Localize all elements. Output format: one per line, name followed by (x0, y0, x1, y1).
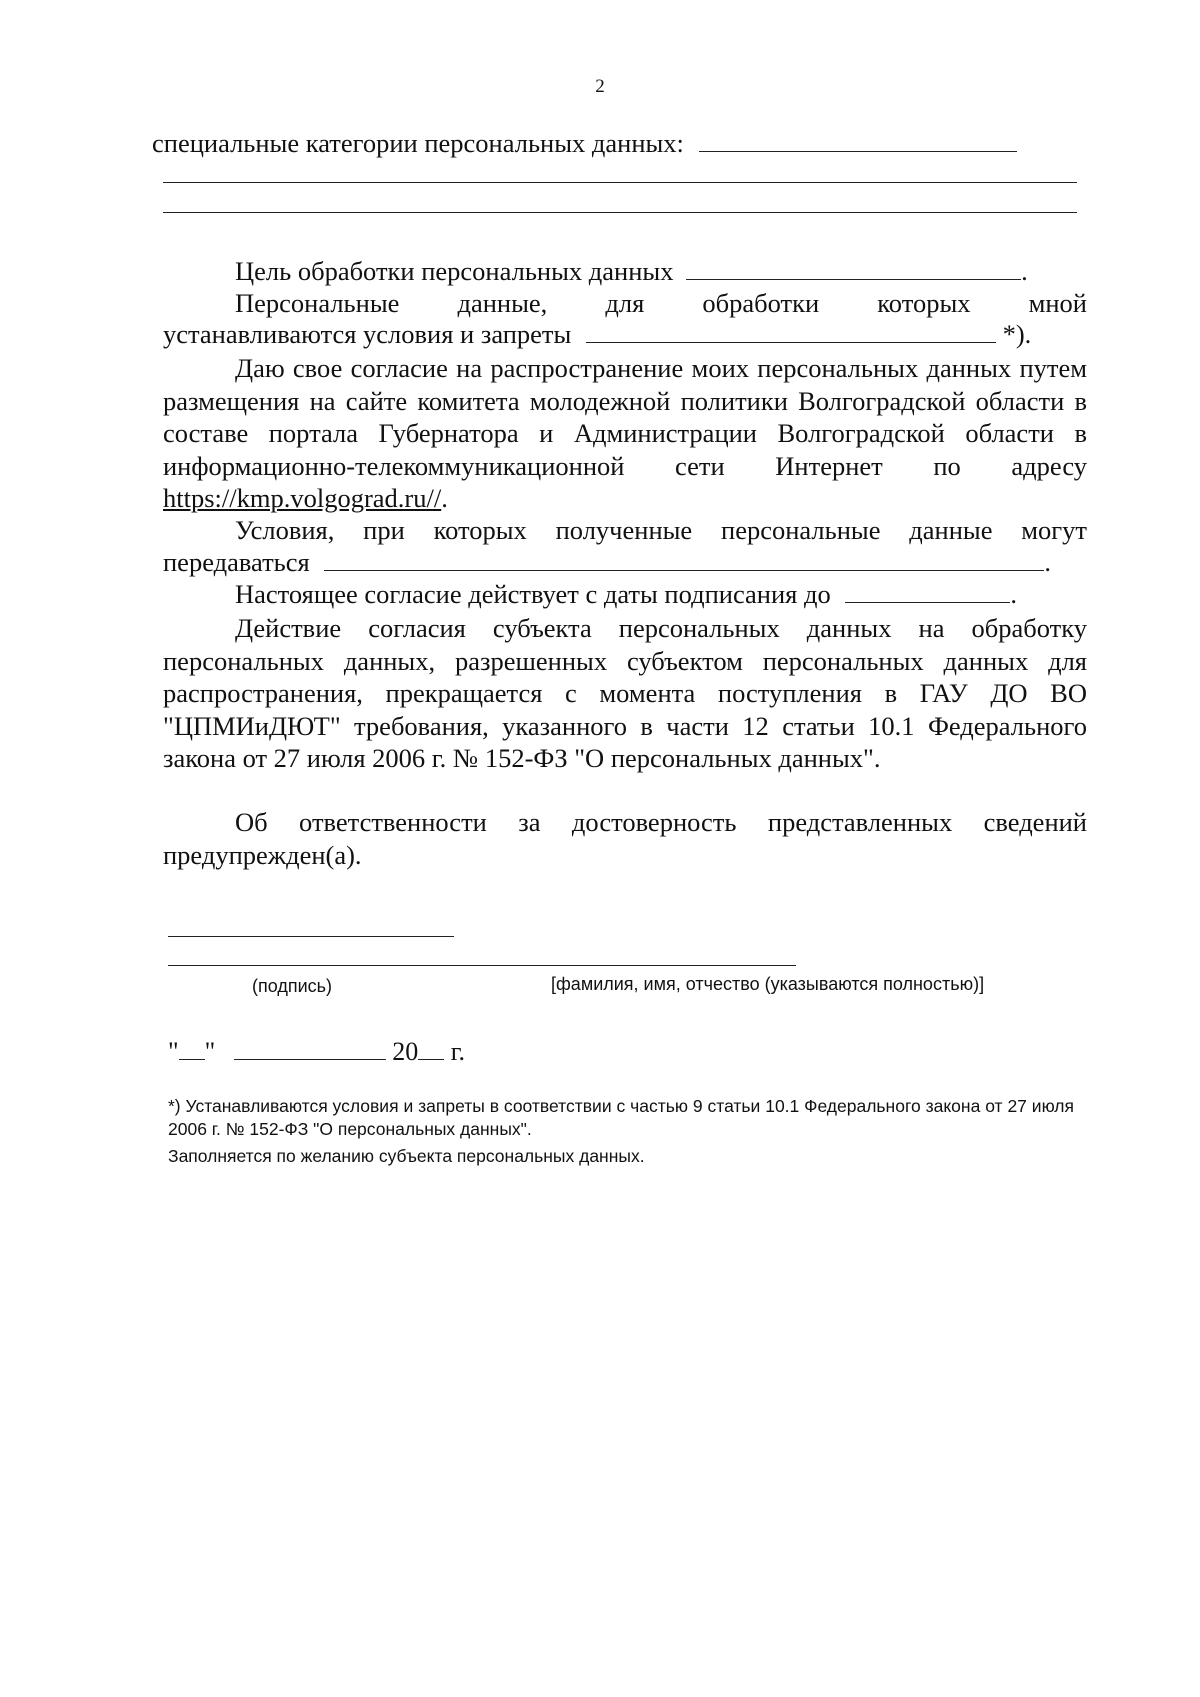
conditions-blank[interactable] (586, 320, 996, 343)
consent-paragraph (163, 352, 1087, 515)
special-categories-line-3[interactable] (163, 212, 1077, 213)
date-quote-open: " (168, 1037, 179, 1066)
transfer-blank[interactable] (324, 548, 1044, 571)
transfer-end: . (1044, 547, 1051, 577)
date-year-prefix: 20 (392, 1037, 419, 1066)
termination-paragraph: Действие согласия субъекта персональных данных на обработку персональных данных, разрешенных субъектом персональных данных для распространения, прекращается с момента поступления в ГАУ ДО ВО "ЦПМИиДЮТ" требования, указанного в части 12 статьи 10.1 Федерального закона от 27 июля 2006 г. № 152-ФЗ "О персональных данных". (163, 613, 1087, 773)
consent-end: . (441, 483, 448, 513)
purpose-blank[interactable] (686, 257, 1021, 280)
consent-link[interactable]: https://kmp.volgograd.ru// (163, 483, 442, 513)
conditions-line-1: Персональные данные, для обработки которых мной (235, 288, 1087, 318)
valid-until-blank[interactable] (845, 580, 1010, 603)
special-categories-row (152, 127, 1064, 159)
date-month-blank[interactable] (234, 1039, 386, 1060)
footnote-optional: Заполняется по желанию субъекта персональных данных. (168, 1146, 645, 1166)
footnote-conditions: *) Устанавливаются условия и запреты в соответствии с частью 9 статьи 10.1 Федерального закона от 27 июля 2006 г. № 152-ФЗ "О персональных данных". (168, 1096, 1074, 1139)
conditions-end: *). (1002, 319, 1032, 349)
date-day-blank[interactable] (179, 1039, 205, 1060)
responsibility-paragraph: Об ответственности за достоверность представленных сведений предупрежден(а). (163, 807, 1087, 870)
valid-until-end: . (1010, 579, 1017, 609)
special-categories-line-2[interactable] (163, 182, 1077, 183)
conditions-label: устанавливаются условия и запреты (163, 319, 572, 349)
signature-caption: (подпись) (252, 976, 333, 996)
consent-text: Даю свое согласие на распространение моих персональных данных путем размещения на сайте комитета молодежной политики Волгоградской области в составе портала Губернатора и Администрации Волгоградской области в информационно-телекоммуникационной сети Интернет по адресу (163, 353, 1087, 481)
purpose-end: . (1021, 256, 1028, 286)
signature-line[interactable] (168, 936, 454, 937)
date-quote-close: " (204, 1037, 216, 1066)
purpose-row (235, 255, 1147, 287)
conditions-line-2-row (163, 318, 1075, 350)
date-year-blank[interactable] (418, 1039, 444, 1060)
transfer-line-2-row (163, 546, 1075, 578)
date-year-suffix: г. (450, 1037, 465, 1066)
transfer-line-1: Условия, при которых полученные персональные данные могут (235, 515, 1087, 545)
purpose-label: Цель обработки персональных данных (235, 256, 674, 286)
fullname-line[interactable] (168, 965, 796, 966)
special-categories-blank[interactable] (699, 129, 1017, 152)
transfer-label: передаваться (163, 547, 310, 577)
special-categories-label: специальные категории персональных данных: (152, 128, 684, 158)
valid-until-label: Настоящее согласие действует с даты подписания до (235, 579, 831, 609)
valid-until-row (235, 578, 1147, 610)
date-row (168, 1037, 465, 1067)
page-number: 2 (595, 76, 605, 97)
fullname-caption: [фамилия, имя, отчество (указываются полностью)] (551, 974, 985, 994)
